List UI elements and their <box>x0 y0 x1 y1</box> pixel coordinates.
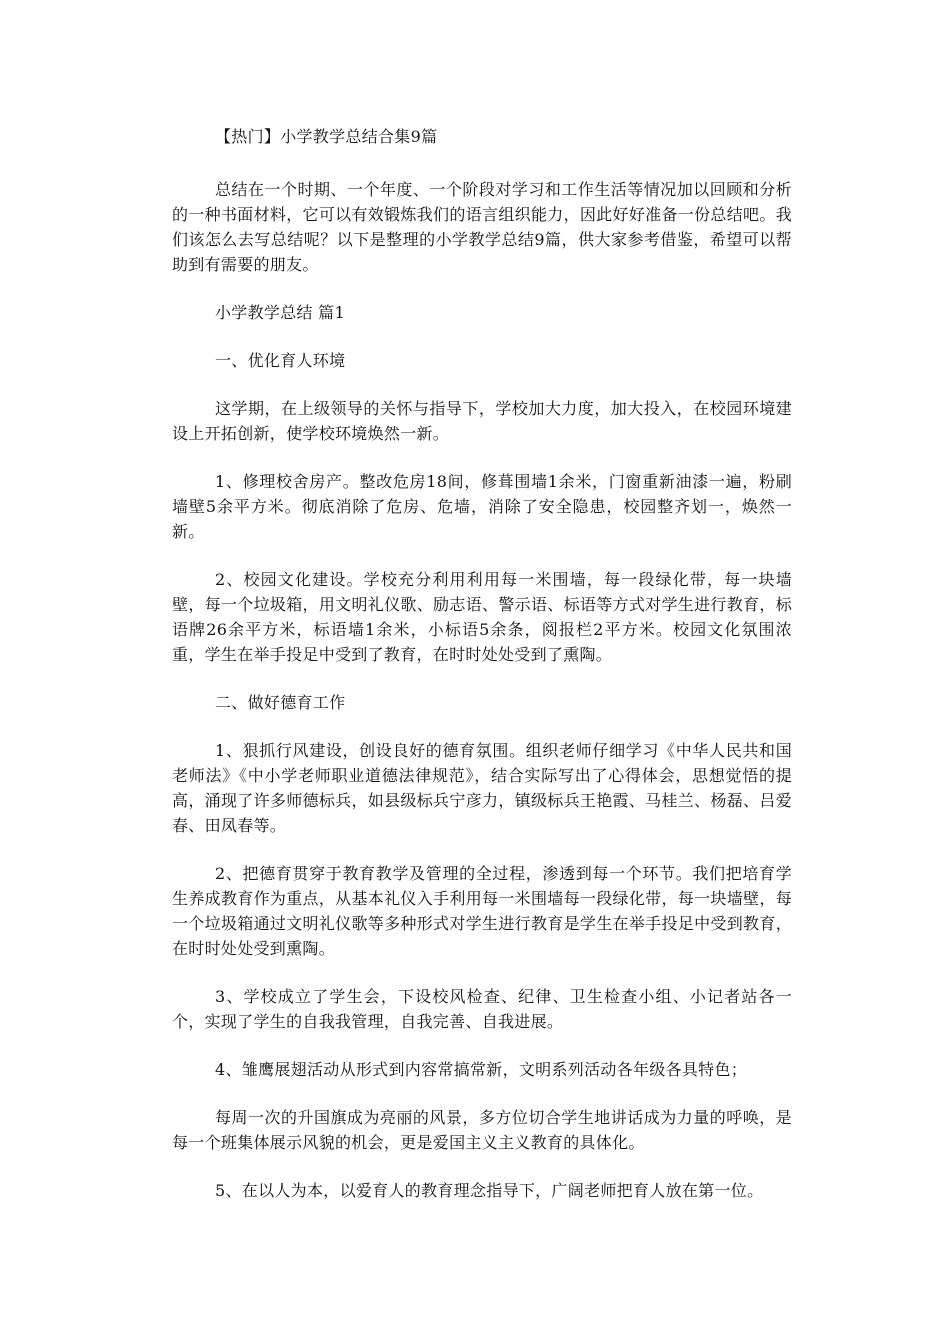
body-paragraph: 1、修理校舍房产。整改危房18间，修葺围墙1余米，门窗重新油漆一遍，粉刷墙壁5余平方米。彻底消除了危房、危墙，消除了安全隐患，校园整齐划一，焕然一新。 <box>172 472 792 541</box>
body-paragraph: 2、校园文化建设。学校充分利用利用每一米围墙，每一段绿化带，每一块墙壁，每一个垃圾箱，用文明礼仪歌、励志语、警示语、标语等方式对学生进行教育，标语牌26余平方米，标语墙1余米，小标语5余条，阅报栏2平方米。校园文化氛围浓重，学生在举手投足中受到了教育，在时时处处受到了熏陶。 <box>172 570 792 664</box>
intro-paragraph: 总结在一个时期、一个年度、一个阶段对学习和工作生活等情况加以回顾和分析的一种书面材料，它可以有效锻炼我们的语言组织能力，因此好好准备一份总结吧。我们该怎么去写总结呢？以下是整理的小学教学总结9篇，供大家参考借鉴，希望可以帮助到有需要的朋友。 <box>172 180 792 274</box>
body-paragraph: 1、狠抓行风建设，创设良好的德育氛围。组织老师仔细学习《中华人民共和国老师法》《中小学老师职业道德法律规范》，结合实际写出了心得体会，思想觉悟的提高，涌现了许多师德标兵，如县级标兵宁彦力，镇级标兵王艳霞、马桂兰、杨磊、吕爱春、田凤春等。 <box>172 741 792 835</box>
body-paragraph: 2、把德育贯穿于教育教学及管理的全过程，渗透到每一个环节。我们把培育学生养成教育作为重点，从基本礼仪入手利用每一米围墙每一段绿化带，每一块墙壁，每一个垃圾箱通过文明礼仪歌等多种形式对学生进行教育是学生在举手投足中受到教育，在时时处处受到熏陶。 <box>172 864 792 958</box>
document-title: 【热门】小学教学总结合集9篇 <box>215 127 438 146</box>
section-heading-article-1: 小学教学总结 篇1 <box>215 303 345 322</box>
section-heading-environment: 一、优化育人环境 <box>215 351 346 370</box>
document-body <box>172 124 792 1226</box>
section-heading-moral-education: 二、做好德育工作 <box>215 693 346 712</box>
body-paragraph: 这学期，在上级领导的关怀与指导下，学校加大力度，加大投入，在校园环境建设上开拓创新，使学校环境焕然一新。 <box>172 399 792 443</box>
body-paragraph: 5、在以人为本，以爱育人的教育理念指导下，广阔老师把育人放在第一位。 <box>215 1181 764 1200</box>
body-paragraph: 3、学校成立了学生会，下设校风检查、纪律、卫生检查小组、小记者站各一个，实现了学生的自我我管理，自我完善、自我进展。 <box>172 987 792 1031</box>
body-paragraph: 每周一次的升国旗成为亮丽的风景，多方位切合学生地讲话成为力量的呼唤，是每一个班集体展示风貌的机会，更是爱国主义主义教育的具体化。 <box>172 1108 792 1152</box>
body-paragraph: 4、雏鹰展翅活动从形式到内容常搞常新，文明系列活动各年级各具特色； <box>215 1060 748 1079</box>
